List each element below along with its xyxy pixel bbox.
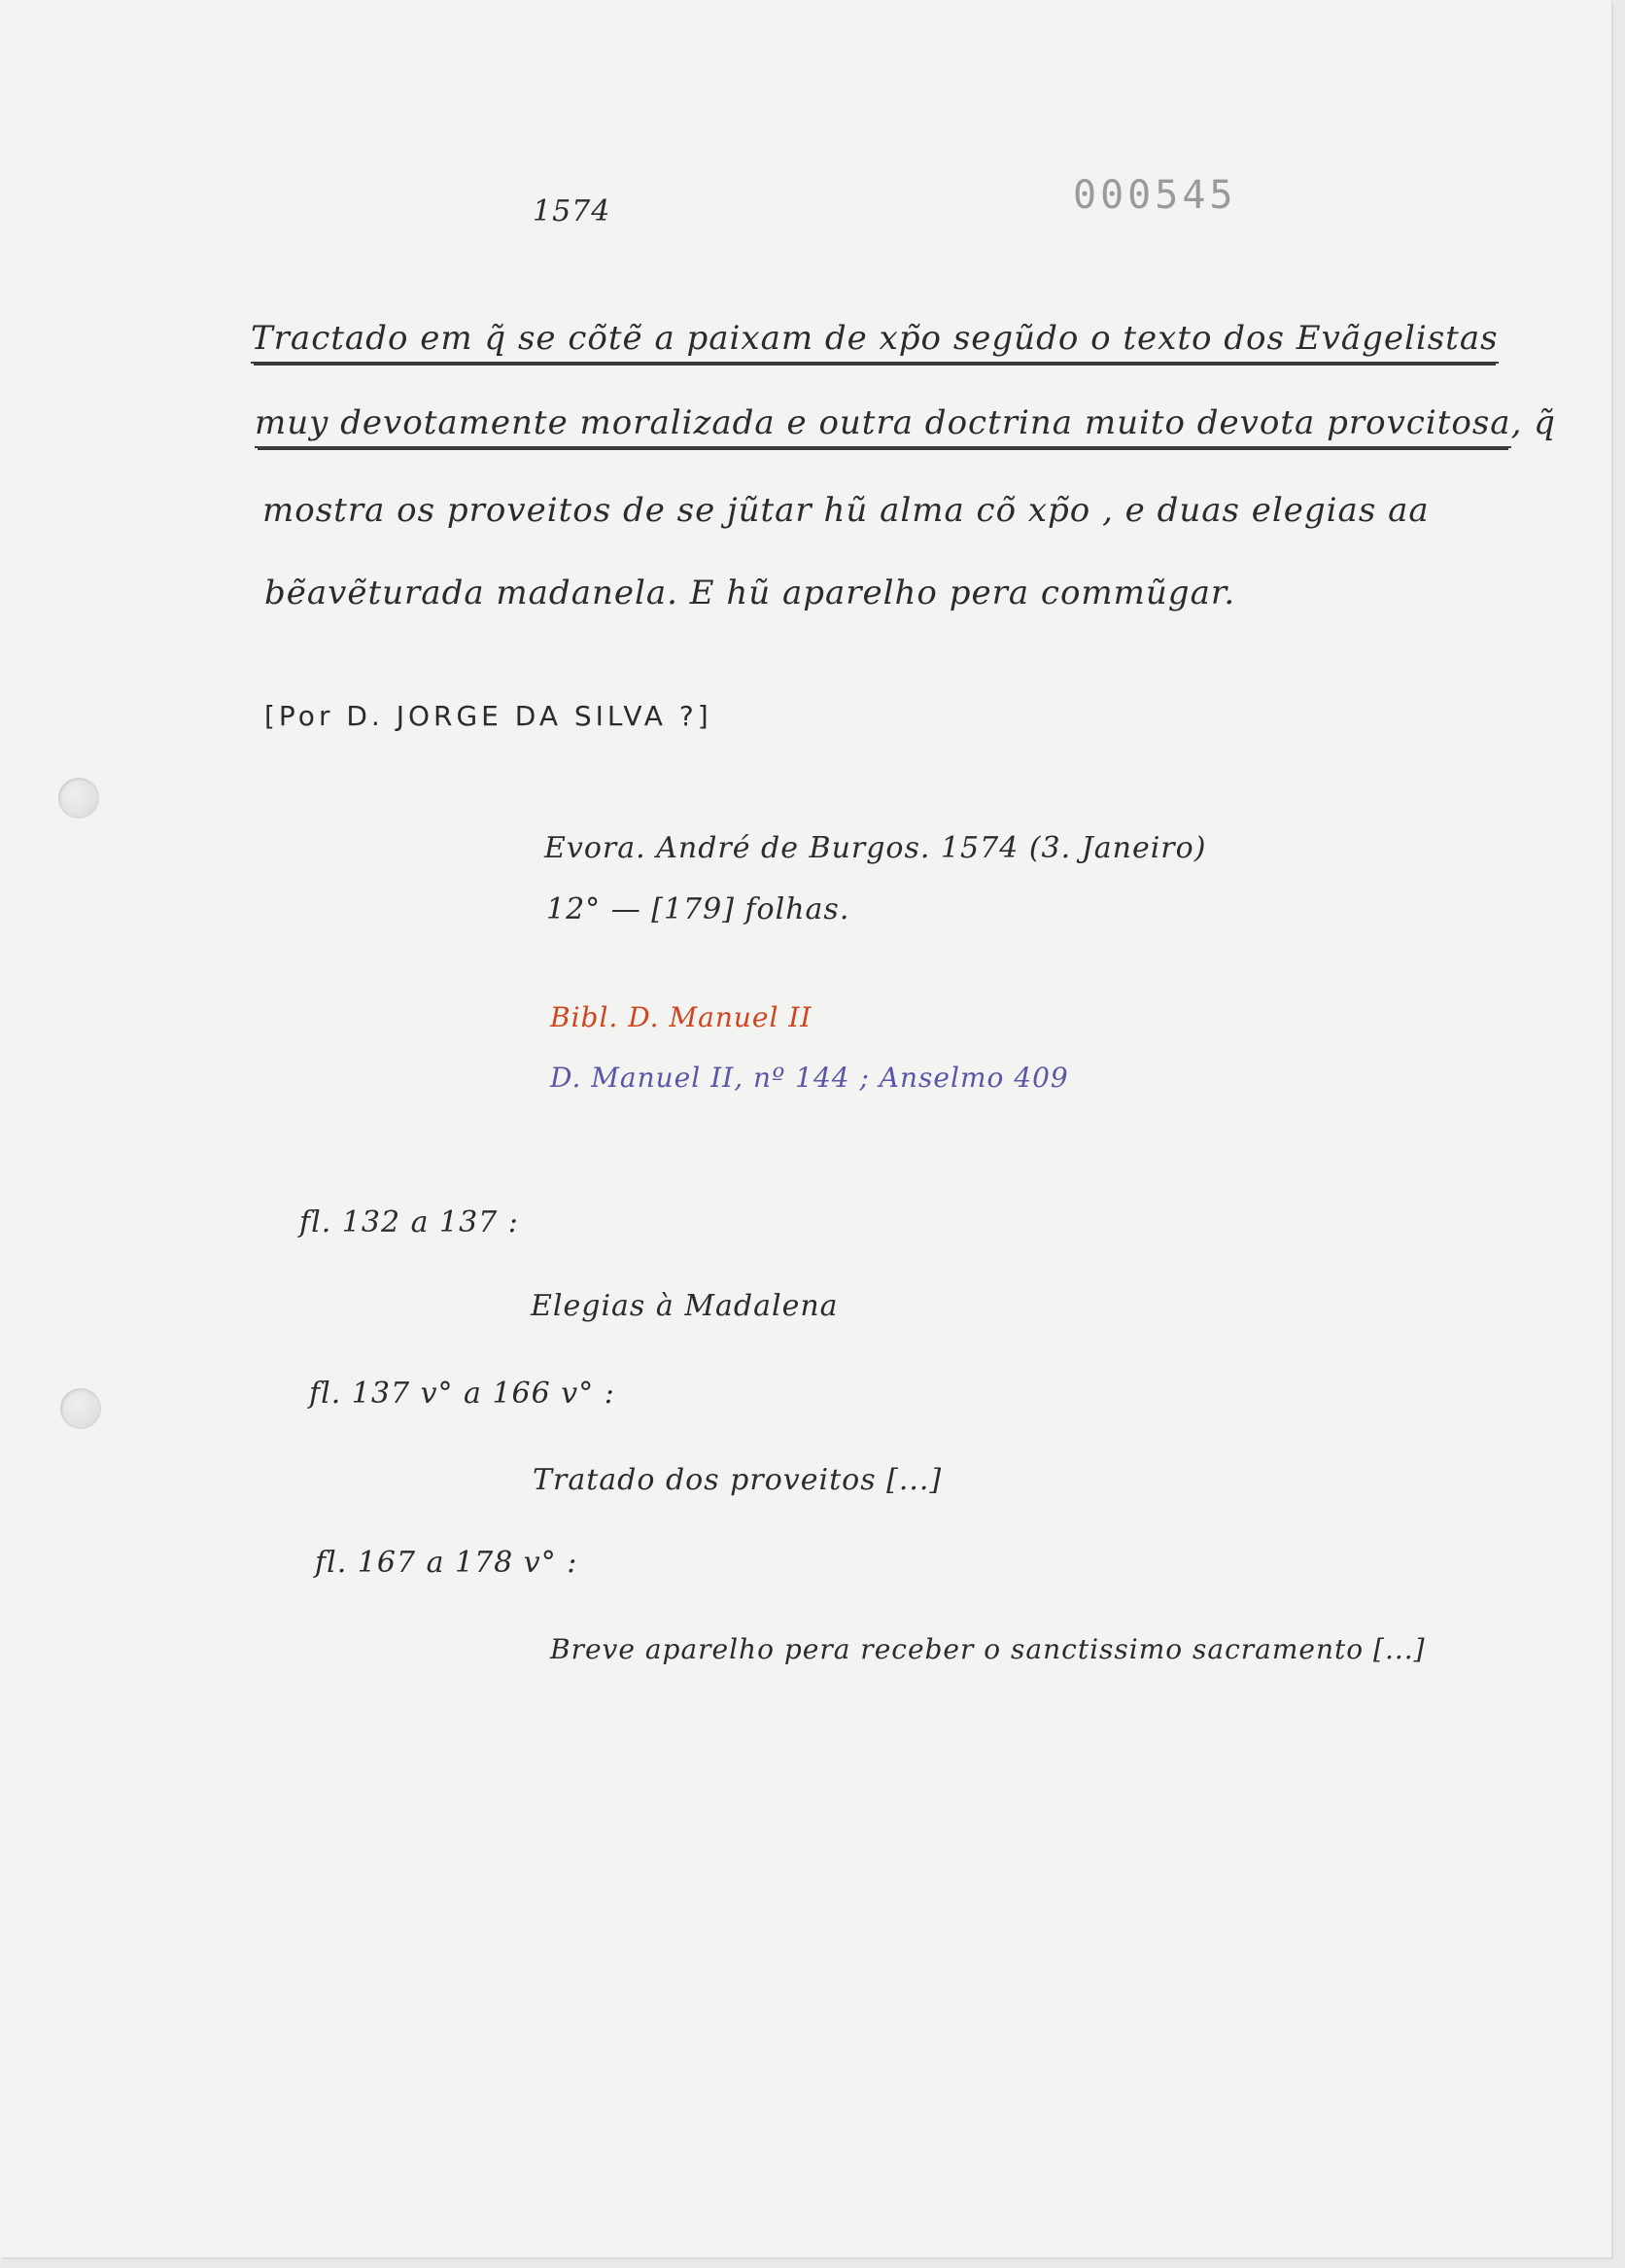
contents-description-3: Breve aparelho pera receber o sanctissimo sacramento [...] — [550, 1633, 1426, 1665]
punch-hole-bottom — [60, 1388, 101, 1429]
contents-description-2: Tratado dos proveitos [...] — [533, 1463, 943, 1497]
contents-folios-3: fl. 167 a 178 v° : — [315, 1546, 578, 1580]
contents-description-1: Elegias à Madalena — [531, 1289, 839, 1323]
title-line-1 — [251, 319, 1499, 364]
imprint-line-1: Evora. André de Burgos. 1574 (3. Janeiro) — [544, 831, 1207, 865]
stamp-number: 000545 — [1073, 173, 1237, 218]
library-reference: D. Manuel II, nº 144 ; Anselmo 409 — [550, 1062, 1069, 1094]
imprint-line-2: 12° — [179] folhas. — [546, 892, 850, 926]
title-line-2-underlined: muy devotamente moralizada e outra doctrina muito devota provcitosa — [255, 403, 1511, 448]
library-label: Bibl. D. Manuel II — [550, 1001, 812, 1033]
contents-folios-1: fl. 132 a 137 : — [299, 1205, 519, 1239]
title-line-1-text: Tractado em q̃ se cõtẽ a paixam de xp̃o segũdo o texto dos Evãgelistas — [251, 319, 1499, 364]
title-line-3: mostra os proveitos de se jũtar hũ alma cõ xp̃o , e duas elegias aa — [262, 491, 1430, 530]
year: 1574 — [533, 194, 611, 228]
title-line-4: bẽavẽturada madanela. E hũ aparelho pera commũgar. — [264, 574, 1236, 612]
author-attribution: [Por D. JORGE DA SILVA ?] — [264, 700, 712, 732]
punch-hole-top — [58, 778, 99, 819]
title-line-2 — [255, 403, 1556, 448]
contents-folios-2: fl. 137 v° a 166 v° : — [309, 1377, 615, 1411]
title-line-2-rest: , q̃ — [1510, 403, 1556, 442]
